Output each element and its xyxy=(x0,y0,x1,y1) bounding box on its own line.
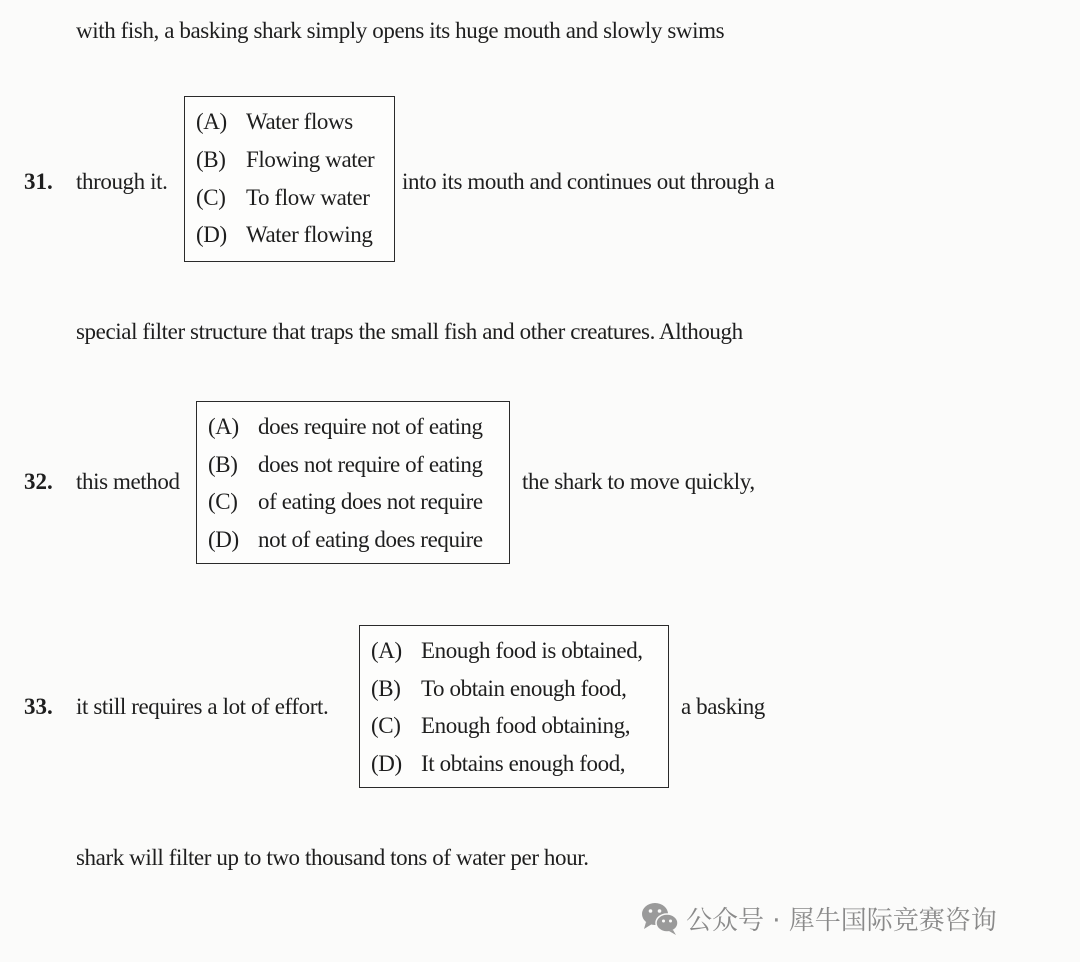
option-text: It obtains enough food, xyxy=(421,751,626,776)
option-letter: (A) xyxy=(196,109,227,134)
question-lead-text: this method xyxy=(76,469,180,494)
option-letter: (C) xyxy=(208,489,238,514)
option-a[interactable] xyxy=(196,108,353,136)
question-trail-text: the shark to move quickly, xyxy=(522,469,755,494)
option-letter: (A) xyxy=(208,414,239,439)
option-text: does not require of eating xyxy=(258,452,483,477)
question-number: 33. xyxy=(24,694,53,719)
option-d[interactable] xyxy=(208,526,483,554)
option-text: Water flows xyxy=(246,109,353,134)
option-text: not of eating does require xyxy=(258,527,483,552)
question-number: 32. xyxy=(24,469,53,494)
wechat-icon xyxy=(640,900,680,936)
option-c[interactable] xyxy=(196,184,369,212)
option-text: To obtain enough food, xyxy=(421,676,627,701)
passage-line-mid: special filter structure that traps the small fish and other creatures. Although xyxy=(76,319,743,344)
option-letter: (C) xyxy=(196,185,226,210)
watermark xyxy=(640,898,997,938)
option-letter: (D) xyxy=(208,527,239,552)
option-letter: (B) xyxy=(208,452,238,477)
option-c[interactable] xyxy=(371,712,630,740)
question-number: 31. xyxy=(24,169,53,194)
question-trail-text: a basking xyxy=(681,694,765,719)
option-b[interactable] xyxy=(208,451,483,479)
option-b[interactable] xyxy=(371,675,627,703)
watermark-text: 公众号 · 犀牛国际竞赛咨询 xyxy=(686,905,997,936)
option-text: Water flowing xyxy=(246,222,373,247)
option-d[interactable] xyxy=(371,750,625,778)
option-c[interactable] xyxy=(208,488,483,516)
option-letter: (D) xyxy=(371,751,402,776)
option-text: Flowing water xyxy=(246,147,375,172)
passage-line-intro: with fish, a basking shark simply opens its huge mouth and slowly swims xyxy=(76,18,725,43)
option-letter: (A) xyxy=(371,638,402,663)
question-lead-text: through it. xyxy=(76,169,168,194)
question-trail-text: into its mouth and continues out through a xyxy=(402,169,775,194)
option-d[interactable] xyxy=(196,221,372,249)
option-letter: (B) xyxy=(196,147,226,172)
option-a[interactable] xyxy=(208,413,483,441)
option-b[interactable] xyxy=(196,146,374,174)
option-letter: (D) xyxy=(196,222,227,247)
options-box xyxy=(359,625,669,788)
option-a[interactable] xyxy=(371,637,643,665)
question-lead-text: it still requires a lot of effort. xyxy=(76,694,329,719)
option-text: To flow water xyxy=(246,185,370,210)
option-letter: (C) xyxy=(371,713,401,738)
option-text: does require not of eating xyxy=(258,414,483,439)
passage-line-end: shark will filter up to two thousand tons of water per hour. xyxy=(76,845,589,870)
options-box xyxy=(184,96,395,262)
option-text: of eating does not require xyxy=(258,489,483,514)
option-letter: (B) xyxy=(371,676,401,701)
option-text: Enough food is obtained, xyxy=(421,638,643,663)
option-text: Enough food obtaining, xyxy=(421,713,631,738)
options-box xyxy=(196,401,510,564)
